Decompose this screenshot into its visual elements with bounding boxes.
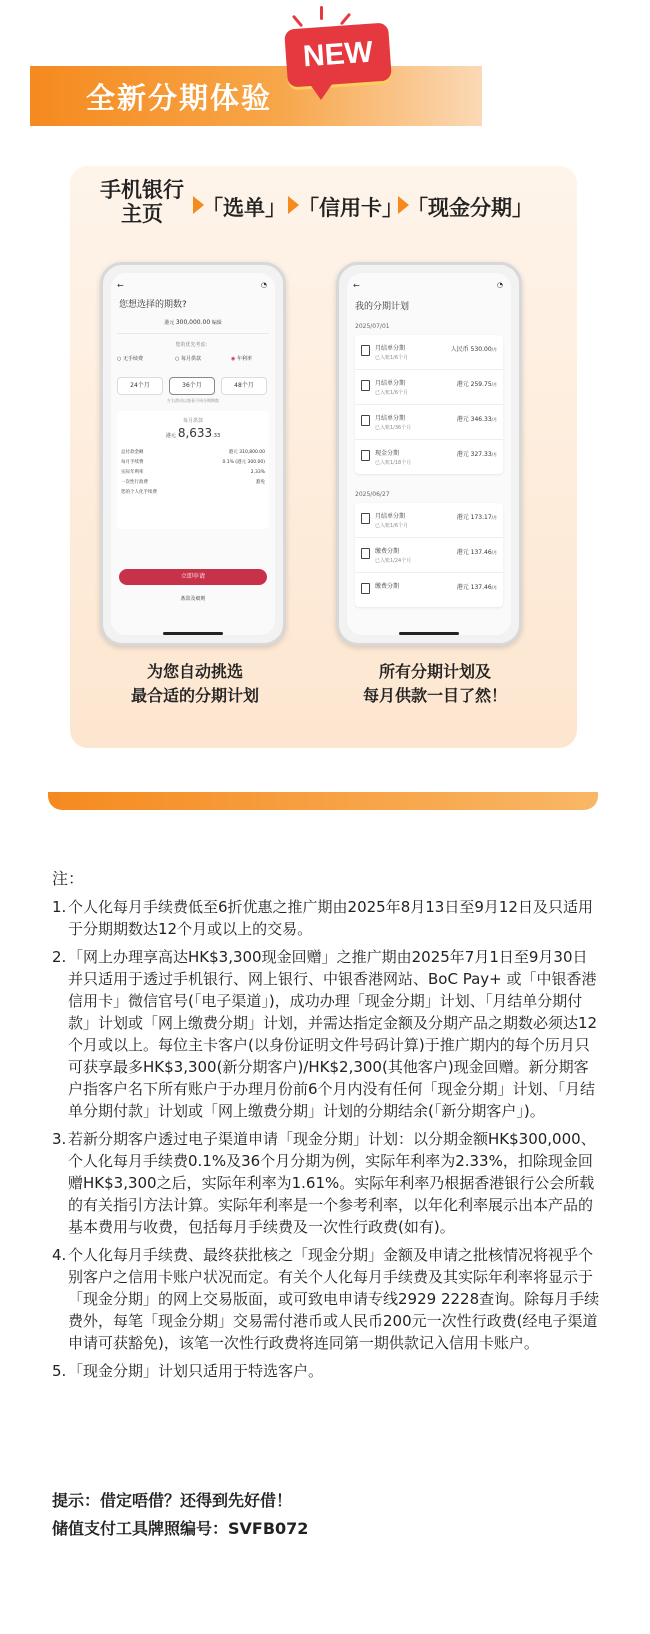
plan-name: 月结单分期 — [375, 513, 406, 520]
plan-row[interactable] — [355, 335, 503, 369]
document-icon — [361, 380, 370, 391]
monthly-box: 每月供款 港元 8,633.33 总付款金额 港元 310,800.00 每月手续费 0.1% (港元 300.00) 实际年利率 2.33% 一次性行政费 豁免 您的个人化手续费 — [117, 411, 269, 529]
plan-progress: 已入账1/36个月 — [375, 425, 412, 431]
license-number: 储值支付工具牌照编号：SVFB072 — [52, 1519, 309, 1538]
term-chip-36[interactable]: 36个月 — [169, 377, 215, 395]
term-chip-24[interactable]: 24个月 — [117, 377, 163, 395]
term-note: 左右滑动以查看不同分期期数 — [167, 398, 219, 403]
note-number: 2. — [52, 948, 67, 966]
plan-amount: 港元 346.33/月 — [456, 416, 497, 423]
note-number: 4. — [52, 1246, 67, 1264]
plan-row[interactable] — [355, 369, 503, 404]
detail-label: 您的个人化手续费 — [121, 490, 157, 495]
spark-decoration — [320, 6, 323, 20]
amount-row: 港元 300,000.00 编辑 — [164, 319, 222, 326]
plan-name: 现金分期 — [375, 450, 400, 457]
plan-group-card — [355, 335, 503, 474]
plan-progress: 已入账1/6个月 — [375, 390, 409, 396]
section-divider — [48, 792, 598, 810]
radio-monthly[interactable]: ○ 每月供款 — [175, 356, 201, 362]
note-text: 个人化每月手续费、最终获批核之「现金分期」金额及申请之批核情况将视乎个别客户之信用卡账户状况而定。有关个人化每月手续费及其实际年利率将显示于「现金分期」的网上交易版面，或可致电申请专线2929 2228查询。除每月手续费外，每笔「现金分期」交易需付港币或人民币200元一次性行政费(经电子渠道申请可获豁免)，该笔一次性行政费将连同第一期供款记入信用卡账户。 — [68, 1246, 600, 1352]
group-date: 2025/07/01 — [355, 323, 390, 330]
monthly-amount: 港元 8,633.33 — [165, 426, 221, 440]
detail-row — [121, 478, 265, 488]
detail-row — [121, 488, 265, 498]
plan-progress: 已入账1/6个月 — [375, 355, 409, 361]
path-step-home: 手机银行 主页 — [100, 178, 184, 226]
detail-value: 0.1% (港元 300.00) — [222, 460, 265, 465]
radio-apr[interactable]: ◉ 年利率 — [231, 356, 252, 362]
detail-row — [121, 468, 265, 478]
plan-row[interactable] — [355, 537, 503, 572]
plan-amount: 港元 259.75/月 — [456, 381, 497, 388]
detail-value: 港元 310,800.00 — [228, 450, 265, 455]
document-icon — [361, 345, 370, 356]
note-text: 「网上办理享高达HK$3,300现金回赠」之推广期由2025年7月1日至9月30日并只适用于透过手机银行、网上银行、中银香港网站、BoC Pay+ 或「中银香港信用卡」微信官号(「电子渠道」)，成功办理「现金分期」计划、「月结单分期付款」计划或「网上缴费分期」计划，并需达指定金额及分期产品之期数必须达12个月或以上。每位主卡客户(以身份证明文件号码计算)于推广期内的每个历月只可获享最多HK$3,300(新分期客户)/HK$2,300(其他客户)现金回赠。新分期客户指客户名下所有账户于办理月份前6个月内没有任何「现金分期」计划、「月结单分期付款」计划或「网上缴费分期」计划的分期结余(「新分期客户」)。 — [68, 948, 598, 1120]
help-icon[interactable]: ◔ — [496, 281, 503, 289]
notes-section — [52, 868, 600, 1388]
plan-progress: 已入账1/24个月 — [375, 558, 412, 564]
note-text: 「现金分期」计划只适用于特选客户。 — [68, 1362, 324, 1380]
plan-row[interactable] — [355, 404, 503, 439]
phone-screen — [347, 273, 511, 635]
plan-progress: 已入账1/18个月 — [375, 460, 412, 466]
back-arrow-icon[interactable]: ← — [353, 281, 360, 290]
plan-name: 月结单分期 — [375, 345, 406, 352]
detail-label: 实际年利率 — [121, 470, 144, 475]
notes-title: 注： — [52, 869, 85, 888]
edit-link[interactable]: 编辑 — [211, 320, 222, 326]
help-icon[interactable]: ◔ — [260, 281, 267, 289]
plan-amount: 港元 327.33/月 — [456, 451, 497, 458]
phone-mockup-left — [100, 262, 286, 646]
note-number: 3. — [52, 1130, 67, 1148]
terms-link[interactable]: 条款及细则 — [180, 596, 206, 602]
group-date: 2025/06/27 — [355, 491, 390, 498]
note-number: 5. — [52, 1362, 67, 1380]
phone-screen — [111, 273, 275, 635]
screen-title: 我的分期计划 — [355, 302, 410, 312]
note-item — [52, 946, 600, 1122]
plan-name: 缴费分期 — [375, 548, 400, 555]
path-step-credit-card: 「信用卡」 — [298, 196, 403, 220]
caption-right: 所有分期计划及 每月供款一目了然！ — [362, 662, 507, 705]
plan-amount: 人民币 530.00/月 — [450, 346, 497, 353]
note-number: 1. — [52, 898, 67, 916]
plan-progress: 已入账1/6个月 — [375, 523, 409, 529]
document-icon — [361, 548, 370, 559]
prefer-label: 您的优先考虑： — [175, 342, 211, 348]
plan-name: 月结单分期 — [375, 415, 406, 422]
plan-row[interactable] — [355, 439, 503, 474]
notes-list — [52, 896, 600, 1382]
detail-row — [121, 448, 265, 458]
phone-mockup-right — [336, 262, 522, 646]
detail-label: 每月手续费 — [121, 460, 144, 465]
plan-amount: 港元 137.46/月 — [456, 549, 497, 556]
detail-row — [121, 458, 265, 468]
plan-amount: 港元 173.17/月 — [456, 514, 497, 521]
apply-button[interactable]: 立即申请 — [119, 569, 267, 585]
plan-group-card — [355, 503, 503, 607]
path-step-menu: 「选单」 — [202, 196, 286, 220]
note-item — [52, 1244, 600, 1354]
detail-rows — [117, 448, 269, 498]
page-title: 全新分期体验 — [86, 81, 273, 115]
divider — [117, 333, 269, 334]
home-indicator — [399, 632, 459, 635]
note-text: 个人化每月手续费低至6折优惠之推广期由2025年8月13日至9月12日及只适用于分期期数达12个月或以上的交易。 — [68, 898, 593, 938]
path-step-cash-instalment: 「现金分期」 — [407, 196, 533, 220]
plan-name: 缴费分期 — [375, 583, 400, 590]
document-icon — [361, 415, 370, 426]
screen-question: 您想选择的期数? — [119, 300, 187, 310]
note-item — [52, 1128, 600, 1238]
detail-value: 2.33% — [250, 470, 265, 475]
home-indicator — [163, 632, 223, 635]
note-text: 若新分期客户透过电子渠道申请「现金分期」计划：以分期金额HK$300,000、个人化每月手续费0.1%及36个月分期为例，实际年利率为2.33%，扣除现金回赠HK$3,300之后，实际年利率为1.61%。实际年利率乃根据香港银行公会所载的有关指引方法计算。实际年利率是一个参考利率，以年化利率展示出本产品的基本费用与收费，包括每月手续费及一次性行政费(如有)。 — [68, 1130, 596, 1236]
document-icon — [361, 450, 370, 461]
document-icon — [361, 513, 370, 524]
new-badge-tail — [307, 80, 335, 100]
new-badge: NEW — [284, 22, 392, 87]
footer-tip: 提示：借定唔借？还得到先好借！ — [52, 1491, 293, 1510]
radio-no-fee[interactable]: ○ 无手续费 — [117, 356, 143, 362]
detail-value: 豁免 — [256, 480, 265, 485]
note-item — [52, 896, 600, 940]
plan-amount: 港元 137.46/月 — [456, 584, 497, 591]
note-item — [52, 1360, 600, 1382]
spark-decoration — [292, 15, 303, 28]
caption-left: 为您自动挑选 最合适的分期计划 — [130, 662, 259, 705]
spark-decoration — [340, 13, 351, 26]
plan-row[interactable] — [355, 572, 503, 607]
plan-name: 月结单分期 — [375, 380, 406, 387]
detail-label: 总付款金额 — [121, 450, 144, 455]
document-icon — [361, 583, 370, 594]
plan-row[interactable] — [355, 503, 503, 537]
detail-label: 一次性行政费 — [121, 480, 148, 485]
term-chip-48[interactable]: 48个月 — [221, 377, 267, 395]
back-arrow-icon[interactable]: ← — [117, 281, 124, 290]
